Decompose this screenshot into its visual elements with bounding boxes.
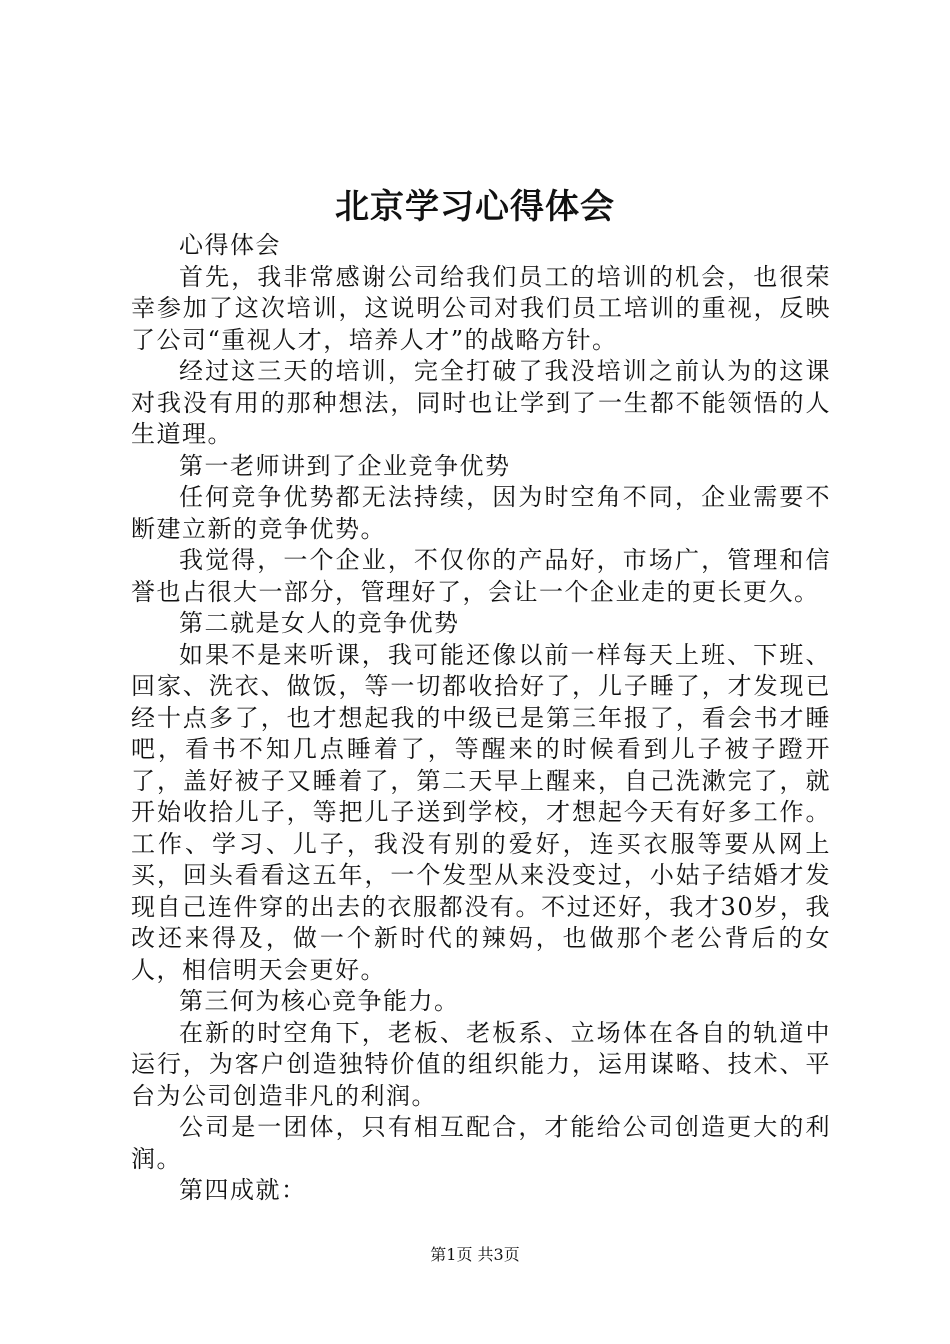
paragraph: 第三何为核心竞争能力。 — [179, 987, 460, 1015]
paragraph: 心得体会 — [179, 231, 281, 259]
paragraph: 第二就是女人的竞争优势 — [179, 609, 460, 637]
page-number-footer: 第1页 共3页 — [430, 1245, 520, 1264]
paragraph: 经过这三天的培训，完全打破了我没培训之前认为的这课对我没有用的那种想法，同时也让学到了一生都不能领悟的人生道理。 — [131, 357, 831, 448]
paragraph: 我觉得，一个企业，不仅你的产品好，市场广，管理和信誉也占很大一部分，管理好了，会让一个企业走的更长更久。 — [131, 546, 831, 606]
document-body — [131, 230, 831, 1207]
paragraph: 如果不是来听课，我可能还像以前一样每天上班、下班、回家、洗衣、做饭，等一切都收拾好了，儿子睡了，才发现已经十点多了，也才想起我的中级已是第三年报了，看会书才睡吧，看书不知几点睡着了，等醒来的时候看到儿子被子蹬开了，盖好被子又睡着了，第二天早上醒来，自己洗漱完了，就开始收拾儿子，等把儿子送到学校，才想起今天有好多工作。工作、学习、儿子，我没有别的爱好，连买衣服等要从网上买，回头看看这五年，一个发型从来没变过，小姑子结婚才发现自己连件穿的出去的衣服都没有。不过还好，我才30岁，我改还来得及，做一个新时代的辣妈，也做那个老公背后的女人，相信明天会更好。 — [131, 640, 831, 984]
paragraph: 公司是一团体，只有相互配合，才能给公司创造更大的利润。 — [131, 1113, 831, 1173]
paragraph: 第一老师讲到了企业竞争优势 — [179, 451, 511, 480]
paragraph: 首先，我非常感谢公司给我们员工的培训的机会，也很荣幸参加了这次培训，这说明公司对我们员工培训的重视，反映了公司“重视人才，培养人才”的战略方针。 — [131, 262, 831, 354]
paragraph: 在新的时空角下，老板、老板系、立场体在各自的轨道中运行，为客户创造独特价值的组织能力，运用谋略、技术、平台为公司创造非凡的利润。 — [131, 1018, 831, 1110]
paragraph: 第四成就： — [179, 1176, 307, 1204]
paragraph: 任何竞争优势都无法持续，因为时空角不同，企业需要不断建立新的竞争优势。 — [131, 483, 831, 543]
document-title: 北京学习心得体会 — [335, 187, 615, 227]
